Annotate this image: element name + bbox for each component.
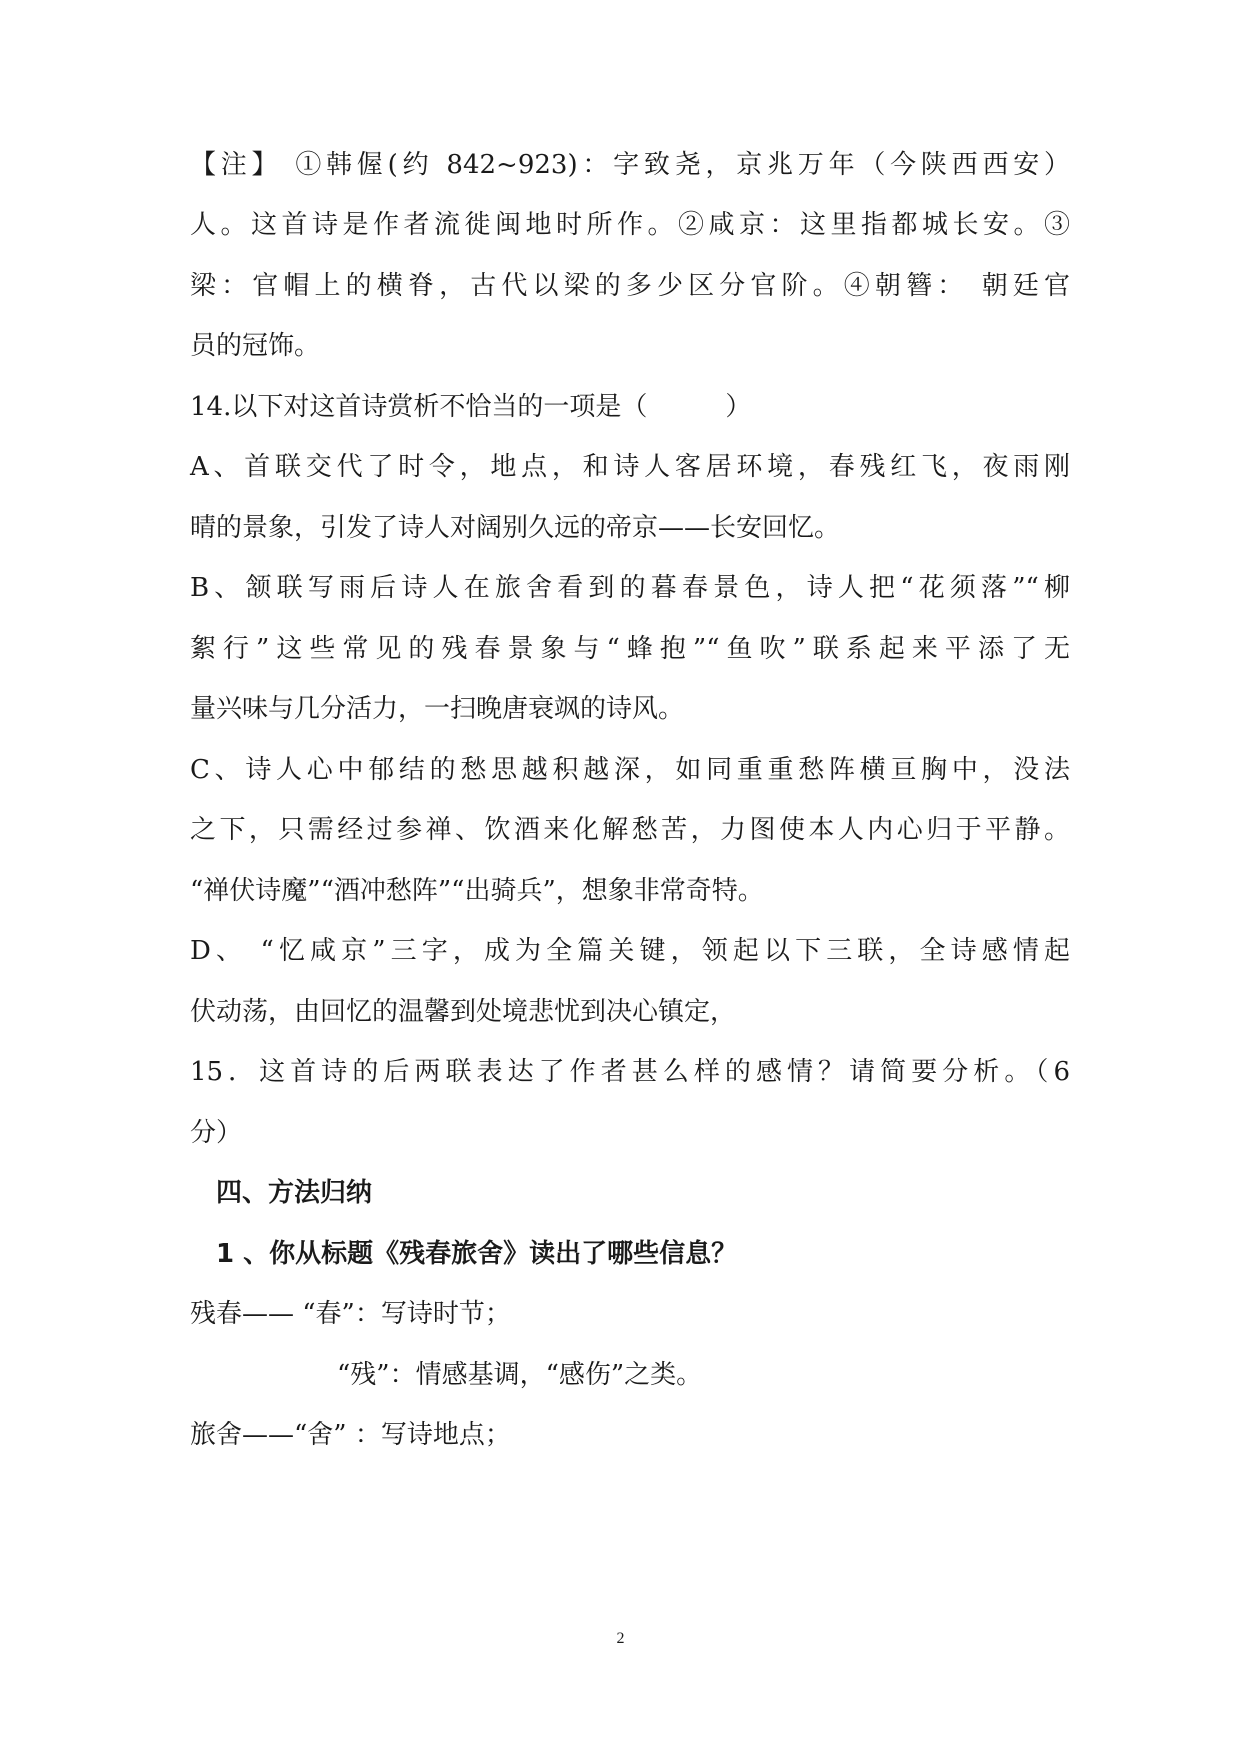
option-a-line-1: A、首联交代了时令，地点，和诗人客居环境，春残红飞，夜雨刚 <box>190 452 1070 482</box>
question-14-stem: 14.以下对这首诗赏析不恰当的一项是（ ） <box>190 392 752 422</box>
option-b-line-3: 量兴味与几分活力，一扫晚唐衰飒的诗风。 <box>190 694 685 724</box>
note-line-2: 人。这首诗是作者流徙闽地时所作。②咸京：这里指都城长安。③ <box>190 210 1070 240</box>
inn-line: 旅舍——“舍” ：写诗地点； <box>190 1420 511 1450</box>
option-c-line-2: 之下，只需经过参禅、饮酒来化解愁苦，力图使本人内心归于平静。 <box>190 815 1070 845</box>
option-a-line-2: 晴的景象，引发了诗人对阔别久远的帝京——长安回忆。 <box>190 513 841 543</box>
question-15-line-1: 15．这首诗的后两联表达了作者甚么样的感情？请简要分析。（6 <box>190 1057 1070 1087</box>
note-line-4: 员的冠饰。 <box>190 331 321 361</box>
residual-spring-line-2: “残”：情感基调，“感伤”之类。 <box>337 1360 703 1390</box>
option-b-line-1: B、颔联写雨后诗人在旅舍看到的暮春景色，诗人把“花须落”“柳 <box>190 573 1070 603</box>
method-question-1: 1 、你从标题《残春旅舍》读出了哪些信息？ <box>216 1239 738 1269</box>
note-line-3: 梁：官帽上的横脊，古代以梁的多少区分官阶。④朝簪： 朝廷官 <box>190 271 1070 301</box>
option-d-line-1: D、 “忆咸京”三字，成为全篇关键，领起以下三联，全诗感情起 <box>190 936 1070 966</box>
option-b-line-2: 絮行”这些常见的残春景象与“蜂抱”“鱼吹”联系起来平添了无 <box>190 634 1070 664</box>
page-number: 2 <box>616 1630 625 1647</box>
residual-spring-line-1: 残春—— “春”：写诗时节； <box>190 1299 511 1329</box>
option-d-line-2: 伏动荡，由回忆的温馨到处境悲忧到决心镇定， <box>190 997 737 1027</box>
option-c-line-1: C、诗人心中郁结的愁思越积越深，如同重重愁阵横亘胸中，没法 <box>190 755 1070 785</box>
section-heading: 四、方法归纳 <box>216 1178 373 1208</box>
question-15-line-2: 分） <box>190 1118 243 1148</box>
option-c-line-3: “禅伏诗魔”“酒冲愁阵”“出骑兵”，想象非常奇特。 <box>190 876 764 906</box>
note-line-1: 【注】 ①韩偓(约 842~923)：字致尧，京兆万年（今陕西西安） <box>190 150 1070 180</box>
